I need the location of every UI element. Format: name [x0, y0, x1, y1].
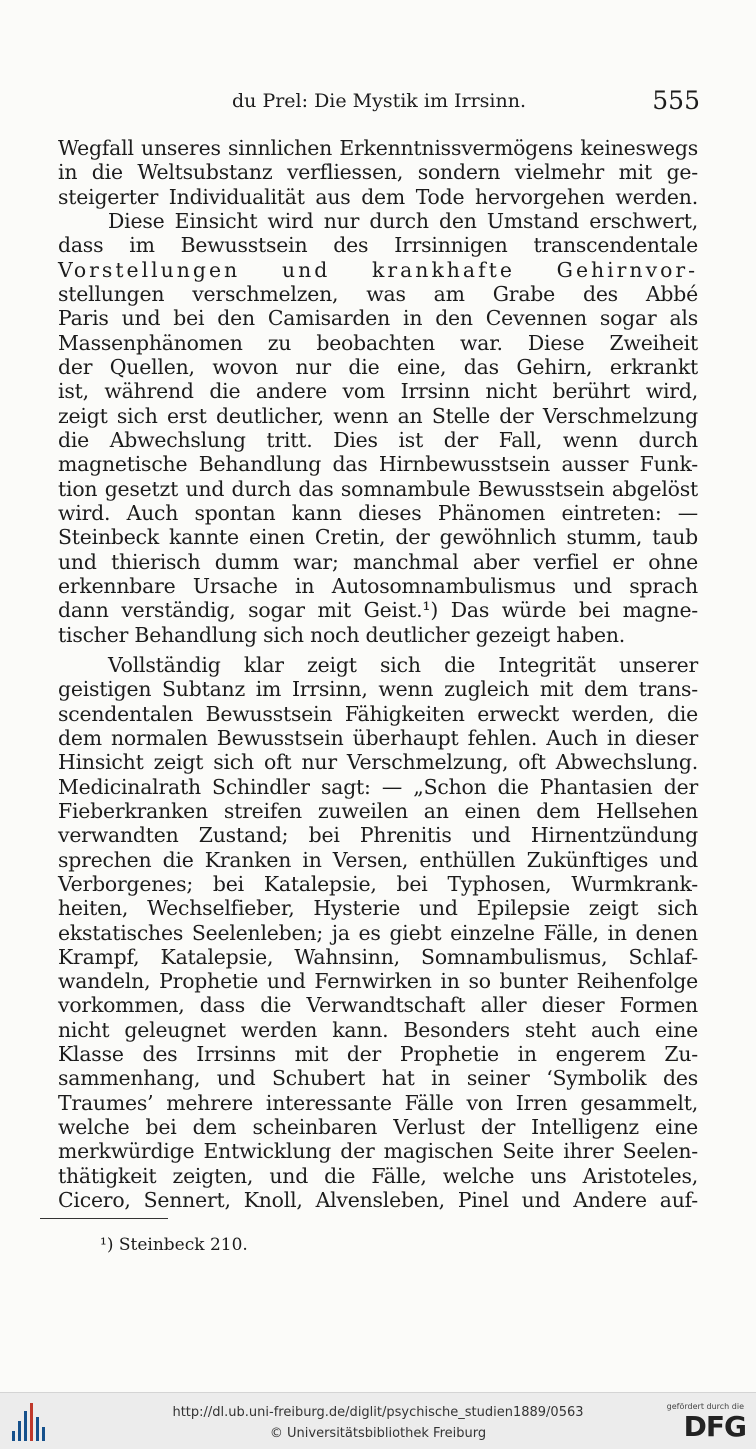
text-line: in die Weltsubstanz verfliessen, sondern vielmehr mit ge-: [58, 160, 698, 185]
viewer-footer: [0, 1392, 756, 1449]
text-line: stellungen verschmelzen, was am Grabe des Abbé: [58, 281, 698, 306]
text-line: welche bei dem scheinbaren Verlust der Intelligenz eine: [58, 1115, 698, 1140]
text-line: dass im Bewusstsein des Irrsinnigen transcendentale: [58, 233, 698, 258]
body-text: [58, 136, 698, 1212]
text-line: vorkommen, dass die Verwandtschaft aller dieser Formen: [58, 993, 698, 1018]
text-line: nicht geleugnet werden kann. Besonders steht auch eine: [58, 1017, 698, 1042]
text-line: merkwürdige Entwicklung der magischen Seite ihrer Seelen-: [58, 1139, 698, 1164]
text-line: steigerter Individualität aus dem Tode hervorgehen werden.: [58, 184, 698, 209]
text-line: zeigt sich erst deutlicher, wenn an Stelle der Verschmelzung: [58, 403, 698, 428]
text-line: Verborgenes; bei Katalepsie, bei Typhosen, Wurmkrank-: [58, 871, 698, 896]
text-line: dann verständig, sogar mit Geist.¹) Das würde bei magne-: [58, 598, 698, 623]
text-line: scendentalen Bewusstsein Fähigkeiten erweckt werden, die: [58, 701, 698, 726]
text-line: Vorstellungen und krankhafte Gehirnvor-: [58, 257, 698, 282]
text-line: magnetische Behandlung das Hirnbewusstsein ausser Funk-: [58, 452, 698, 477]
dfg-logo: DFG: [683, 1410, 746, 1443]
text-line: und thierisch dumm war; manchmal aber verfiel er ohne: [58, 549, 698, 574]
text-line: geistigen Subtanz im Irrsinn, wenn zugleich mit dem trans-: [58, 677, 698, 702]
page-number: 555: [652, 86, 700, 115]
text-line: Fieberkranken streifen zuweilen an einen dem Hellsehen: [58, 798, 698, 823]
text-line: ekstatisches Seelenleben; ja es giebt einzelne Fälle, in denen: [58, 920, 698, 945]
running-title: du Prel: Die Mystik im Irrsinn.: [232, 90, 527, 112]
text-line: tion gesetzt und durch das somnambule Bewusstsein abgelöst: [58, 476, 698, 501]
copyright-notice: © Universitätsbibliothek Freiburg: [269, 1426, 487, 1441]
text-line: erkennbare Ursache in Autosomnambulismus und sprach: [58, 573, 698, 598]
text-line: heiten, Wechselfieber, Hysterie und Epilepsie zeigt sich: [58, 896, 698, 921]
text-line: Massenphänomen zu beobachten war. Diese Zweiheit: [58, 330, 698, 355]
text-line: Medicinalrath Schindler sagt: — „Schon die Phantasien der: [58, 774, 698, 799]
text-line: Cicero, Sennert, Knoll, Alvensleben, Pinel und Andere auf-: [58, 1188, 698, 1213]
permalink-url[interactable]: http://dl.ub.uni-freiburg.de/diglit/psychische_studien1889/0563: [172, 1405, 584, 1420]
text-line: Traumes’ mehrere interessante Fälle von Irren gesammelt,: [58, 1090, 698, 1115]
text-line: Paris und bei den Camisarden in den Cevennen sogar als: [58, 306, 698, 331]
text-line: Klasse des Irrsinns mit der Prophetie in engerem Zu-: [58, 1042, 698, 1067]
text-line: Vollständig klar zeigt sich die Integrität unserer: [108, 652, 698, 677]
text-line: die Abwechslung tritt. Dies ist der Fall, wenn durch: [58, 427, 698, 452]
running-header: [58, 86, 700, 120]
footnote-rule: [40, 1218, 168, 1219]
text-line: sammenhang, und Schubert hat in seiner ‘Symbolik des: [58, 1066, 698, 1091]
text-line: Diese Einsicht wird nur durch den Umstand erschwert,: [108, 208, 698, 233]
text-line: ist, während die andere vom Irrsinn nicht berührt wird,: [58, 379, 698, 404]
footnote: ¹) Steinbeck 210.: [100, 1235, 248, 1255]
text-line: tischer Behandlung sich noch deutlicher gezeigt haben.: [58, 622, 626, 647]
text-line: Hinsicht zeigt sich oft nur Verschmelzung, oft Abwechslung.: [58, 750, 698, 775]
text-line: Krampf, Katalepsie, Wahnsinn, Somnambulismus, Schlaf-: [58, 944, 698, 969]
text-line: thätigkeit zeigten, und die Fälle, welche uns Aristoteles,: [58, 1163, 698, 1188]
text-line: verwandten Zustand; bei Phrenitis und Hirnentzündung: [58, 823, 698, 848]
text-line: Wegfall unseres sinnlichen Erkenntnissvermögens keineswegs: [58, 136, 698, 160]
funder-note: gefördert durch die: [666, 1402, 744, 1411]
text-line: sprechen die Kranken in Versen, enthüllen Zukünftiges und: [58, 847, 698, 872]
text-line: Steinbeck kannte einen Cretin, der gewöhnlich stumm, taub: [58, 525, 698, 550]
text-line: der Quellen, wovon nur die eine, das Gehirn, erkrankt: [58, 354, 698, 379]
text-line: wandeln, Prophetie und Fernwirken in so bunter Reihenfolge: [58, 969, 698, 994]
text-line: wird. Auch spontan kann dieses Phänomen eintreten: —: [58, 500, 698, 525]
text-line: dem normalen Bewusstsein überhaupt fehlen. Auch in dieser: [58, 725, 698, 750]
